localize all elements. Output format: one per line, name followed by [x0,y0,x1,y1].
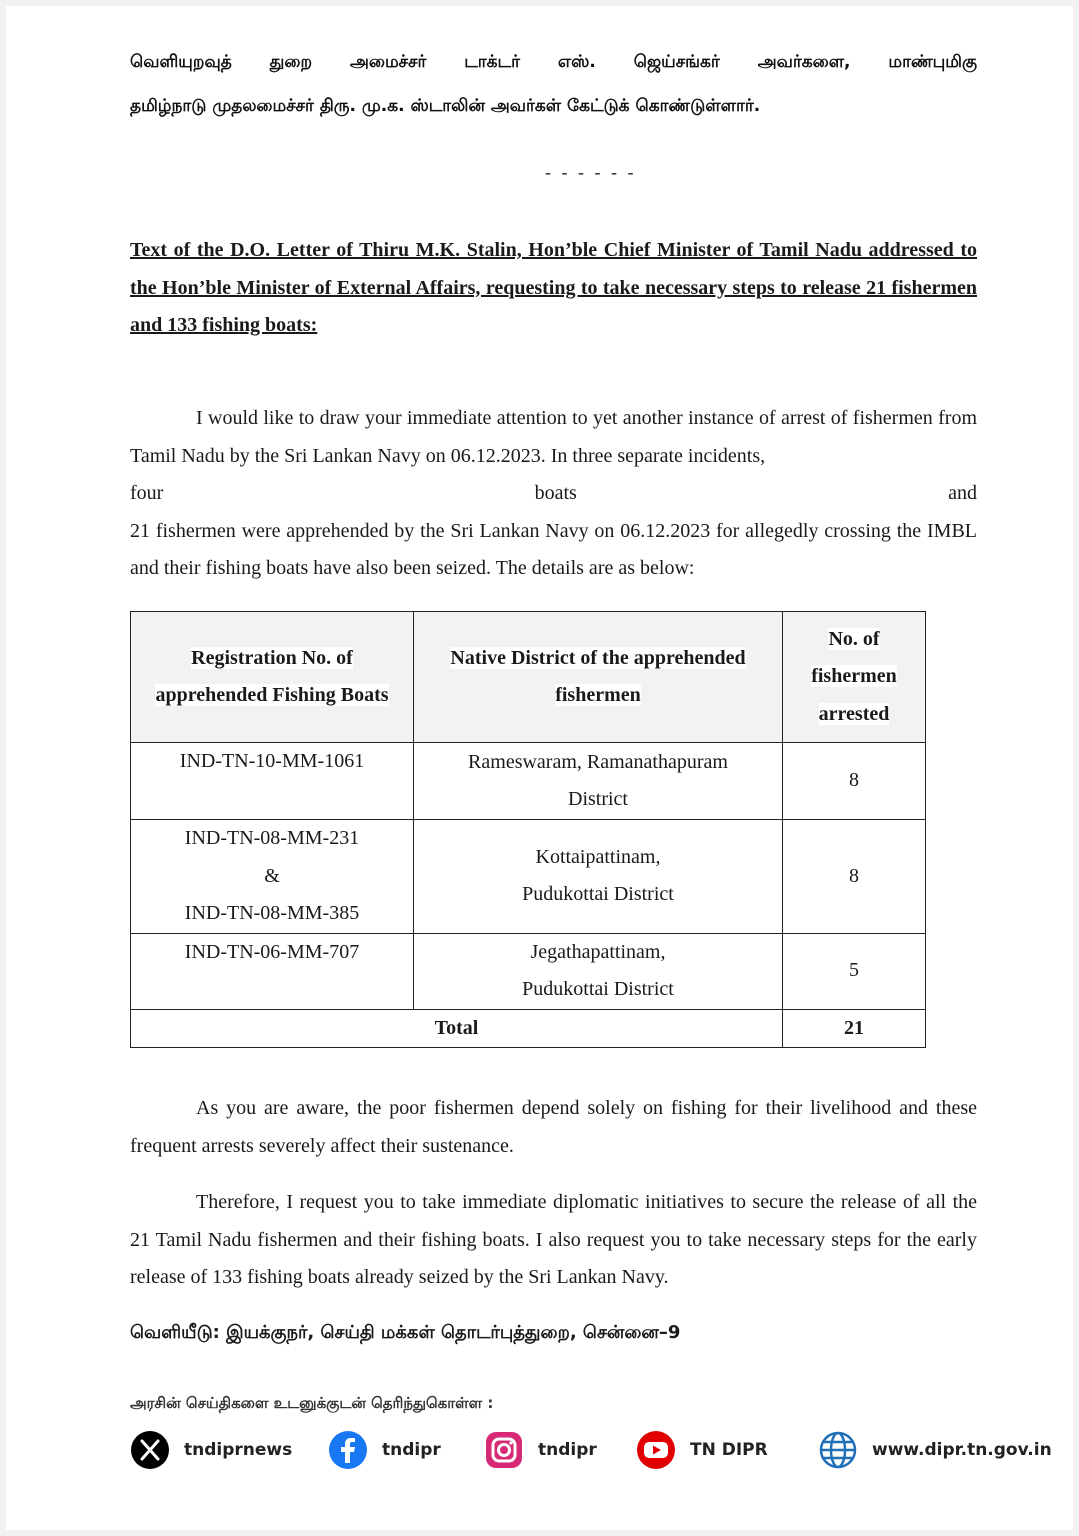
header-text: fishermen [555,684,641,706]
social-label: tndipr [382,1440,441,1460]
district-cell [414,933,783,1009]
social-website[interactable] [818,1430,1052,1470]
header-text: Native District of the apprehended [450,646,746,669]
section-divider: - - - - - - [545,162,637,182]
paragraph-1 [130,400,977,588]
table-row [131,933,926,1009]
header-text: fishermen [811,665,897,688]
paragraph-2-text: As you are aware, the poor fishermen depend solely on fishing for their livelihood and these frequent arrests severely affect their sustenance. [130,1097,977,1157]
table-header-row [131,612,926,743]
release-line: வெளியீடு: இயக்குநர், செய்தி மக்கள் தொடர்புத்துறை, சென்னை–9 [130,1322,681,1343]
header-text: apprehended Fishing Boats [155,684,389,706]
total-label: Total [131,1009,783,1048]
registration-cell [131,820,414,934]
paragraph-1-text-a: I would like to draw your immediate attention to yet another instance of arrest of fishermen from Tamil Nadu by the Sri Lankan Navy on 06.12.2023. In three separate incidents, [130,407,977,467]
facebook-icon [328,1430,368,1470]
tamil-intro-line-1: வெளியுறவுத் துறை அமைச்சர் டாக்டர் எஸ். ஜெய்சங்கர் அவர்களை, மாண்புமிகு [130,52,977,72]
instagram-icon [484,1430,524,1470]
youtube-icon [636,1430,676,1470]
tamil-intro-line-2: தமிழ்நாடு முதலமைச்சர் திரு. மு.க. ஸ்டாலின் அவர்கள் கேட்டுக் கொண்டுள்ளார். [130,96,761,116]
district-text: Jegathapattinam, [530,940,666,963]
count-cell: 8 [783,820,926,934]
spread-word: and [948,482,977,504]
district-text: District [568,788,628,810]
paragraph-1-spread-line [130,475,977,513]
tamil-intro [130,44,977,81]
paragraph-3-text: Therefore, I request you to take immediate diplomatic initiatives to secure the release of all the 21 Tamil Nadu fishermen and their fishing boats. I also request you to take necessary steps for the early release of 133 fishing boats already seized by the Sri Lankan Navy. [130,1191,977,1288]
paragraph-3 [130,1184,977,1297]
district-text: Pudukottai District [522,883,674,906]
registration-text: IND-TN-08-MM-385 [184,902,360,924]
table-row [131,743,926,820]
arrest-details-table [130,611,926,1048]
social-label: tndipr [538,1440,597,1460]
registration-cell [131,933,414,1009]
district-text: Kottaipattinam, [535,845,661,868]
registration-cell [131,743,414,820]
header-count [783,612,926,743]
paragraph-1-text-b: 21 fishermen were apprehended by the Sri Lankan Navy on 06.12.2023 for allegedly crossing the IMBL and their fishing boats have also been seized. The details are as below: [130,519,977,579]
social-label: TN DIPR [690,1440,768,1460]
district-text: Pudukottai District [522,978,674,1000]
table-row [131,820,926,934]
follow-line: அரசின் செய்திகளை உடனுக்குடன் தெரிந்துகொள்ள : [130,1394,494,1412]
header-text: No. of [828,627,880,650]
header-registration [131,612,414,743]
header-text: arrested [818,702,890,725]
social-x[interactable] [130,1430,292,1470]
count-cell: 8 [783,743,926,820]
total-value: 21 [783,1009,926,1048]
registration-text: & [264,864,280,887]
social-instagram[interactable] [484,1430,597,1470]
social-youtube[interactable] [636,1430,768,1470]
header-text: Registration No. of [191,646,353,669]
header-district [414,612,783,743]
count-cell: 5 [783,933,926,1009]
x-icon [130,1430,170,1470]
district-text: Rameswaram, Ramanathapuram [468,750,728,773]
letter-heading: Text of the D.O. Letter of Thiru M.K. Stalin, Hon’ble Chief Minister of Tamil Nadu addressed to the Hon’ble Minister of External Affairs, requesting to take necessary steps to release 21 fishermen and 133 fishing boats: [130,239,977,336]
social-facebook[interactable] [328,1430,441,1470]
social-links [130,1430,1050,1472]
registration-text: IND-TN-08-MM-231 [184,827,360,849]
paragraph-2 [130,1090,977,1165]
tamil-intro-2 [130,88,977,125]
spread-word: boats [534,482,577,504]
district-cell [414,820,783,934]
registration-text: IND-TN-06-MM-707 [184,940,360,963]
spread-word: four [130,482,164,504]
globe-icon [818,1430,858,1470]
table-total-row [131,1009,926,1048]
district-cell [414,743,783,820]
social-label: www.dipr.tn.gov.in [872,1440,1052,1460]
registration-text: IND-TN-10-MM-1061 [179,750,365,772]
social-label: tndiprnews [184,1440,293,1460]
